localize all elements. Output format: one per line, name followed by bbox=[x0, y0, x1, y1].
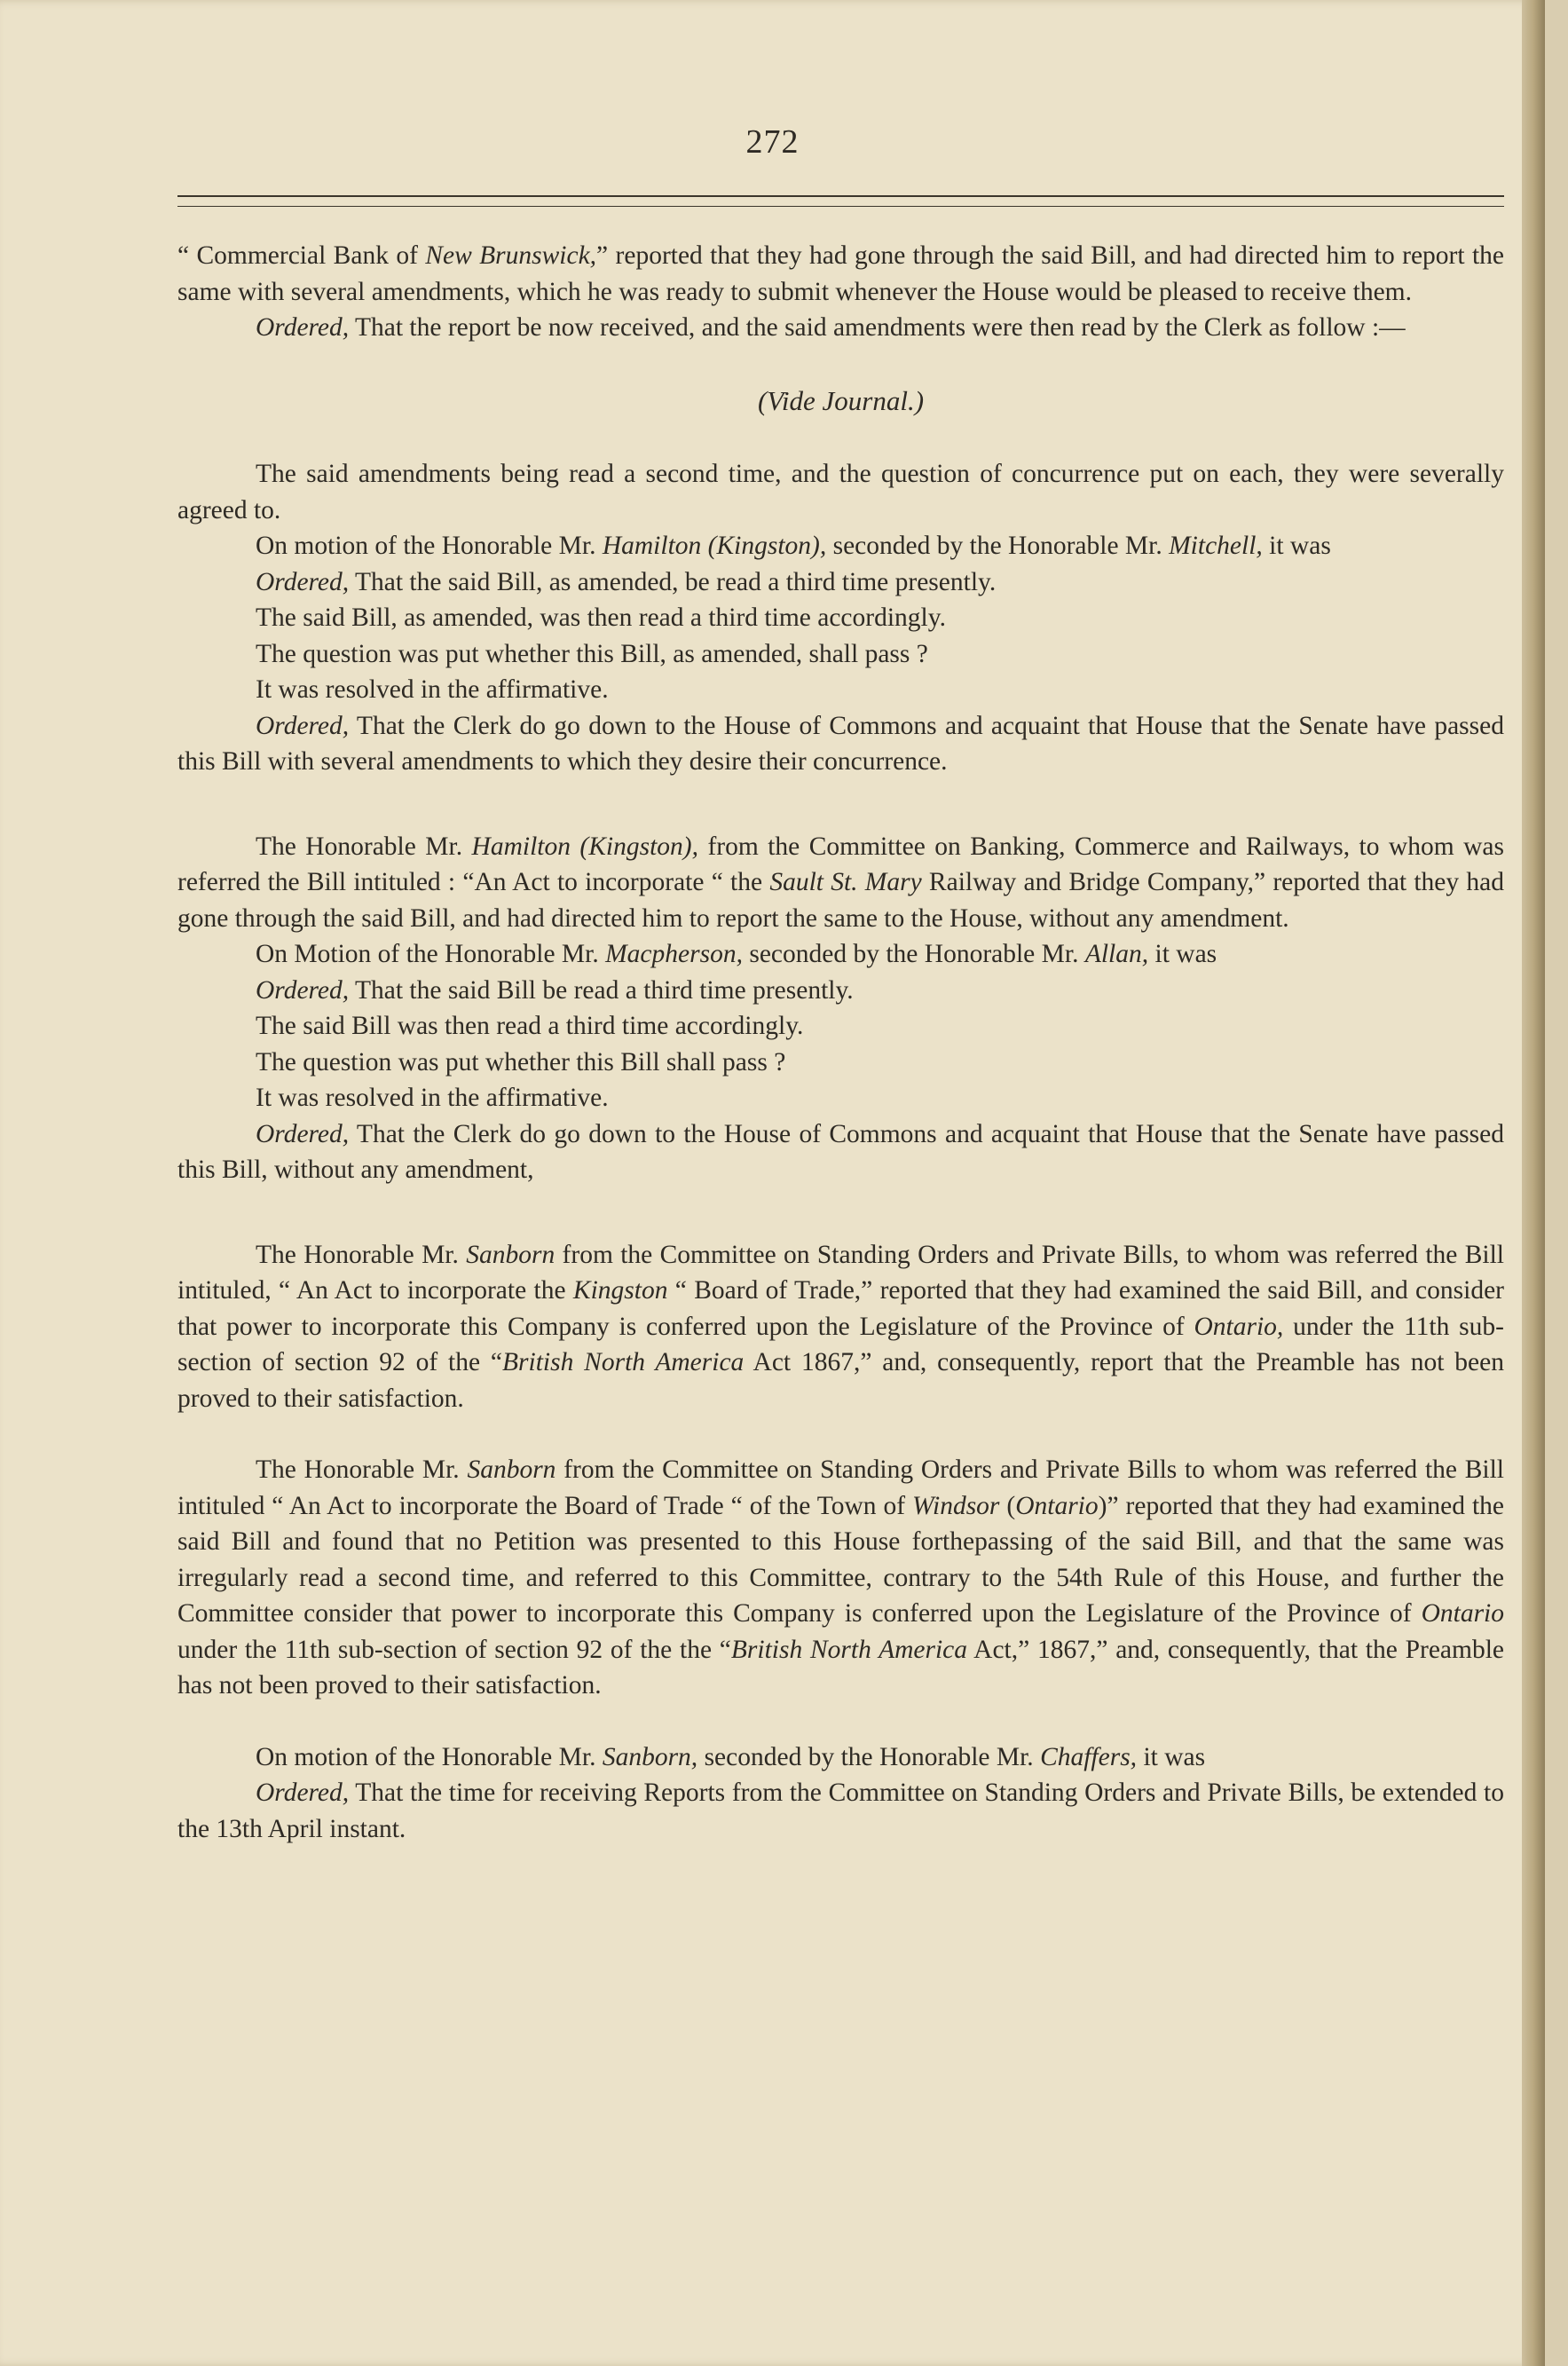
text-run: The question was put whether this Bill shall pass ? bbox=[256, 1047, 786, 1077]
italic-text: British North America bbox=[502, 1348, 745, 1376]
italic-text: Allan, bbox=[1084, 940, 1149, 968]
paragraph bbox=[177, 636, 1504, 673]
paragraph bbox=[177, 1080, 1504, 1116]
italic-text: Kingston bbox=[572, 1276, 668, 1305]
paragraph bbox=[177, 1739, 1504, 1776]
italic-text: New Brunswick, bbox=[425, 241, 597, 270]
text-run: That the time for receiving Reports from the Committee on Standing Orders and Private Bills, be extended to the 13th April instant. bbox=[177, 1778, 1504, 1843]
text-run: seconded by the Honorable Mr. bbox=[826, 532, 1170, 560]
italic-text: Hamilton (Kingston), bbox=[471, 832, 698, 861]
text-run: That the Clerk do go down to the House of Commons and acquaint that House that the Senate have passed this Bill, without any amendment, bbox=[177, 1119, 1504, 1184]
italic-text: Sanborn bbox=[466, 1240, 555, 1269]
text-run: Railway and Bridge Company,” reported that they had gone through the said Bill, and had directed him to report the same to the House, without any amendment. bbox=[177, 868, 1504, 933]
italic-text: Ontario, bbox=[1194, 1312, 1284, 1341]
italic-text: Hamilton (Kingston), bbox=[602, 532, 827, 560]
paragraph bbox=[177, 238, 1504, 310]
italic-text: Ordered, bbox=[256, 567, 350, 596]
paragraph bbox=[177, 672, 1504, 708]
header-rule bbox=[177, 195, 1504, 197]
italic-text: Windsor bbox=[912, 1491, 1000, 1520]
italic-text: Sanborn bbox=[467, 1455, 556, 1484]
text-run: Act 1867,” and, consequently, report that the Preamble has not been proved to their satisfaction. bbox=[177, 1348, 1504, 1413]
italic-text: Sanborn, bbox=[602, 1742, 698, 1771]
paragraph bbox=[177, 456, 1504, 528]
text-run: seconded by the Honorable Mr. bbox=[697, 1742, 1041, 1771]
text-run: it was bbox=[1137, 1742, 1206, 1771]
text-run: under the 11th sub-section of section 92 of the the “ bbox=[177, 1635, 731, 1664]
book-spine-edge bbox=[1522, 0, 1545, 2366]
paragraph bbox=[177, 973, 1504, 1009]
paragraph bbox=[177, 1775, 1504, 1847]
italic-text: Ontario bbox=[1421, 1599, 1504, 1628]
text-run: That the said Bill, as amended, be read a third time presently. bbox=[349, 567, 997, 596]
text-run: The said Bill, as amended, was then read a third time accordingly. bbox=[256, 603, 946, 632]
paragraph bbox=[177, 310, 1504, 346]
text-run: On motion of the Honorable Mr. bbox=[256, 532, 603, 560]
paragraph bbox=[177, 1116, 1504, 1188]
text-run: The said Bill was then read a third time accordingly. bbox=[256, 1012, 804, 1040]
text-run: it was bbox=[1262, 532, 1331, 560]
text-run: under the 11th sub-section of section 92 of the “ bbox=[177, 1312, 1504, 1376]
italic-text: Ordered, bbox=[256, 313, 350, 342]
text-run: Act,” 1867,” and, consequently, that the Preamble has not been proved to their satisfaction. bbox=[177, 1635, 1504, 1700]
text-run: ( bbox=[999, 1491, 1016, 1520]
text-run: )” reported that they had examined the said Bill and found that no Petition was presented to this House forthepassing of the said Bill, and that the same was irregularly read a second time, and referred to this Committee, contrary to the 54th Rule of this House, and further the Committee consider that power to incorporate this Company is conferred upon the Legislature of the Province of bbox=[177, 1491, 1504, 1628]
text-run: The Honorable Mr. bbox=[256, 832, 472, 861]
italic-text: Ordered, bbox=[256, 975, 350, 1005]
vide-journal-note: (Vide Journal.) bbox=[757, 384, 925, 416]
text-run: On Motion of the Honorable Mr. bbox=[256, 940, 606, 968]
text-run: That the said Bill be read a third time presently. bbox=[349, 975, 854, 1005]
paragraph bbox=[177, 936, 1504, 973]
text-run: The question was put whether this Bill, as amended, shall pass ? bbox=[256, 639, 928, 668]
text-run: That the report be now received, and the said amendments were then read by the Clerk as follow :— bbox=[349, 313, 1406, 342]
text-run: “ Board of Trade,” reported that they had examined the said Bill, and consider that power to incorporate this Company is conferred upon the Legislature of the Province of bbox=[177, 1276, 1504, 1341]
paragraph bbox=[177, 1045, 1504, 1081]
italic-text: Sault St. Mary bbox=[769, 868, 922, 896]
text-run: ” reported that they had gone through the said Bill, and had directed him to report the same with several amendments, which he was ready to submit whenever the House would be pleased to receive them. bbox=[177, 241, 1504, 306]
italic-text: Chaffers, bbox=[1040, 1742, 1138, 1771]
italic-text: Ordered, bbox=[256, 1119, 350, 1148]
italic-text: Ontario bbox=[1015, 1491, 1099, 1520]
text-run: The Honorable Mr. bbox=[256, 1240, 467, 1269]
paragraph bbox=[177, 708, 1504, 780]
text-run: It was resolved in the affirmative. bbox=[256, 1084, 609, 1112]
text-run: The Honorable Mr. bbox=[256, 1455, 468, 1484]
italic-text: Ordered, bbox=[256, 1778, 350, 1807]
text-run: The said amendments being read a second time, and the question of concurrence put on each, they were severally agreed to. bbox=[177, 460, 1504, 524]
paragraph bbox=[177, 528, 1504, 564]
paragraph bbox=[177, 1452, 1504, 1704]
text-run: from the Committee on Standing Orders and Private Bills to whom was referred the Bill intituled “ An Act to incorporate the Board of Trade “ of the Town of bbox=[177, 1455, 1504, 1520]
paragraph bbox=[177, 1237, 1504, 1417]
paragraph bbox=[177, 600, 1504, 636]
header-rule-thin bbox=[177, 206, 1504, 207]
paragraph bbox=[177, 1008, 1504, 1045]
italic-text: Macpherson, bbox=[605, 940, 743, 968]
text-run: from the Committee on Banking, Commerce and Railways, to whom was referred the Bill intituled : “An Act to incorporate “ the bbox=[177, 832, 1504, 896]
page-number: 272 bbox=[745, 123, 800, 161]
text-run: “ Commercial Bank of bbox=[177, 241, 426, 270]
italic-text: Ordered, bbox=[256, 711, 350, 740]
paragraph bbox=[177, 829, 1504, 937]
text-run: it was bbox=[1148, 940, 1217, 968]
text-run: That the Clerk do go down to the House of Commons and acquaint that House that the Senate have passed this Bill with several amendments to which they desire their concurrence. bbox=[177, 711, 1504, 776]
page-body bbox=[177, 238, 1504, 1847]
paragraph bbox=[177, 564, 1504, 601]
italic-text: British North America bbox=[730, 1635, 968, 1664]
text-run: It was resolved in the affirmative. bbox=[256, 675, 609, 704]
text-run: seconded by the Honorable Mr. bbox=[742, 940, 1085, 968]
text-run: from the Committee on Standing Orders and Private Bills, to whom was referred the Bill intituled, “ An Act to incorporate the bbox=[177, 1240, 1504, 1305]
text-run: On motion of the Honorable Mr. bbox=[256, 1742, 603, 1771]
italic-text: Mitchell, bbox=[1169, 532, 1263, 560]
